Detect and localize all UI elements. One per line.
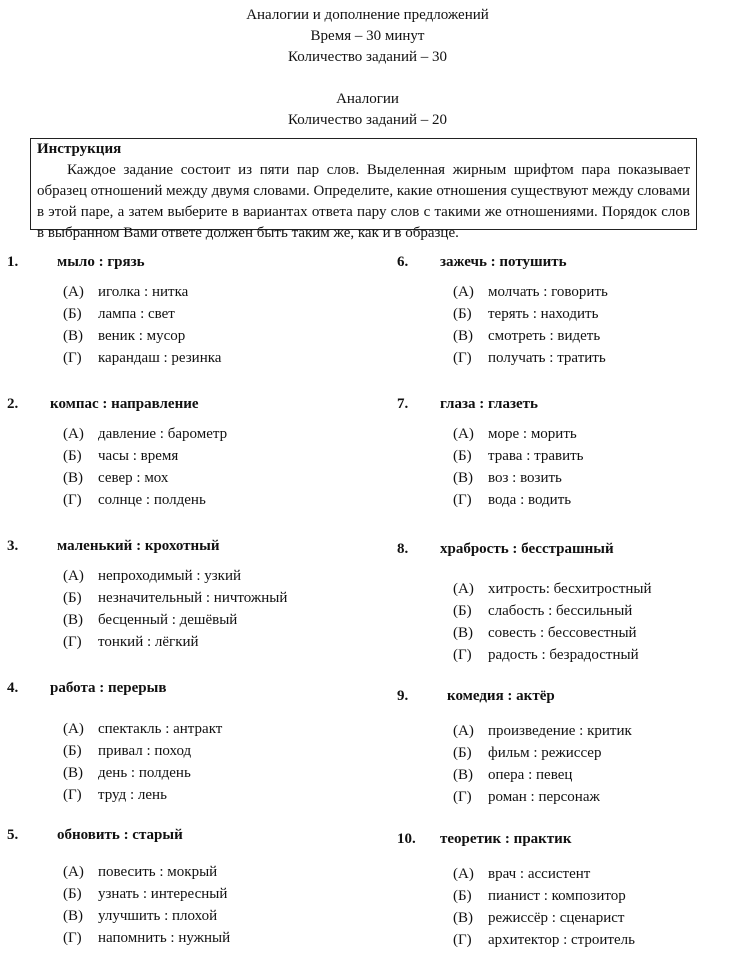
option-d[interactable]: (Г) тонкий : лёгкий (63, 634, 199, 650)
question-number: 5. (7, 827, 19, 843)
option-b[interactable]: (Б) узнать : интересный (63, 886, 228, 902)
option-c[interactable]: (В) север : мох (63, 470, 169, 486)
document-header (0, 5, 735, 131)
question-number: 1. (7, 254, 19, 270)
question-stem: теоретик : практик (440, 831, 572, 847)
instruction-box (30, 138, 697, 241)
option-b[interactable]: (Б) незначительный : ничтожный (63, 590, 288, 606)
option-a[interactable]: (А) спектакль : антракт (63, 721, 223, 737)
question-stem: работа : перерыв (50, 680, 167, 696)
question-stem: компас : направление (50, 396, 199, 412)
question-number: 9. (397, 688, 409, 704)
option-b[interactable]: (Б) пианист : композитор (453, 888, 626, 904)
section-task-count: Количество заданий – 20 (287, 112, 448, 128)
option-b[interactable]: (Б) лампа : свет (63, 306, 175, 322)
question-number: 7. (397, 396, 409, 412)
option-d[interactable]: (Г) солнце : полдень (63, 492, 206, 508)
option-b[interactable]: (Б) трава : травить (453, 448, 584, 464)
option-c[interactable]: (В) воз : возить (453, 470, 562, 486)
option-c[interactable]: (В) улучшить : плохой (63, 908, 218, 924)
question-stem: храбрость : бесстрашный (440, 541, 614, 557)
instruction-title: Инструкция (37, 141, 122, 157)
option-c[interactable]: (В) день : полдень (63, 765, 191, 781)
option-d[interactable]: (Г) получать : тратить (453, 350, 606, 366)
option-c[interactable]: (В) веник : мусор (63, 328, 186, 344)
question-stem: обновить : старый (57, 827, 183, 843)
option-d[interactable]: (Г) радость : безрадостный (453, 647, 639, 663)
option-a[interactable]: (А) врач : ассистент (453, 866, 591, 882)
option-b[interactable]: (Б) слабость : бессильный (453, 603, 633, 619)
option-d[interactable]: (Г) напомнить : нужный (63, 930, 231, 946)
total-task-count: Количество заданий – 30 (287, 49, 448, 65)
option-c[interactable]: (В) режиссёр : сценарист (453, 910, 625, 926)
question-number: 10. (397, 831, 416, 847)
option-a[interactable]: (А) молчать : говорить (453, 284, 608, 300)
question-stem: зажечь : потушить (440, 254, 567, 270)
option-b[interactable]: (Б) терять : находить (453, 306, 599, 322)
option-a[interactable]: (А) произведение : критик (453, 723, 632, 739)
option-b[interactable]: (Б) фильм : режиссер (453, 745, 602, 761)
option-c[interactable]: (В) бесценный : дешёвый (63, 612, 238, 628)
question-stem: глаза : глазеть (440, 396, 538, 412)
option-d[interactable]: (Г) вода : водить (453, 492, 572, 508)
option-a[interactable]: (А) повесить : мокрый (63, 864, 218, 880)
section-title: Аналогии (336, 91, 399, 107)
option-b[interactable]: (Б) часы : время (63, 448, 179, 464)
option-c[interactable]: (В) опера : певец (453, 767, 573, 783)
option-d[interactable]: (Г) труд : лень (63, 787, 167, 803)
option-d[interactable]: (Г) карандаш : резинка (63, 350, 222, 366)
question-number: 6. (397, 254, 409, 270)
document-title: Аналогии и дополнение предложений (246, 7, 489, 23)
option-a[interactable]: (А) море : морить (453, 426, 577, 442)
question-number: 4. (7, 680, 19, 696)
question-stem: маленький : крохотный (57, 538, 220, 554)
option-a[interactable]: (А) иголка : нитка (63, 284, 189, 300)
option-d[interactable]: (Г) роман : персонаж (453, 789, 600, 805)
question-stem: мыло : грязь (57, 254, 145, 270)
instruction-text: Каждое задание состоит из пяти пар слов. Выделенная жирным шрифтом пара показывает образец отношений между двумя словами. Определите, какие отношения существуют между словами в этой паре, а затем выберите в вариантах ответа пару слов с такими же отношениями. Порядок слов в выбранном Вами ответе должен быть таким же, как и в образце. (37, 162, 690, 241)
question-number: 2. (7, 396, 19, 412)
question-stem: комедия : актёр (447, 688, 555, 704)
option-a[interactable]: (А) хитрость: бесхитростный (453, 581, 652, 597)
question-number: 3. (7, 538, 19, 554)
question-number: 8. (397, 541, 409, 557)
option-b[interactable]: (Б) привал : поход (63, 743, 192, 759)
option-d[interactable]: (Г) архитектор : строитель (453, 932, 635, 948)
option-c[interactable]: (В) смотреть : видеть (453, 328, 601, 344)
option-a[interactable]: (А) давление : барометр (63, 426, 228, 442)
option-c[interactable]: (В) совесть : бессовестный (453, 625, 637, 641)
option-a[interactable]: (А) непроходимый : узкий (63, 568, 242, 584)
time-limit: Время – 30 минут (310, 28, 425, 44)
